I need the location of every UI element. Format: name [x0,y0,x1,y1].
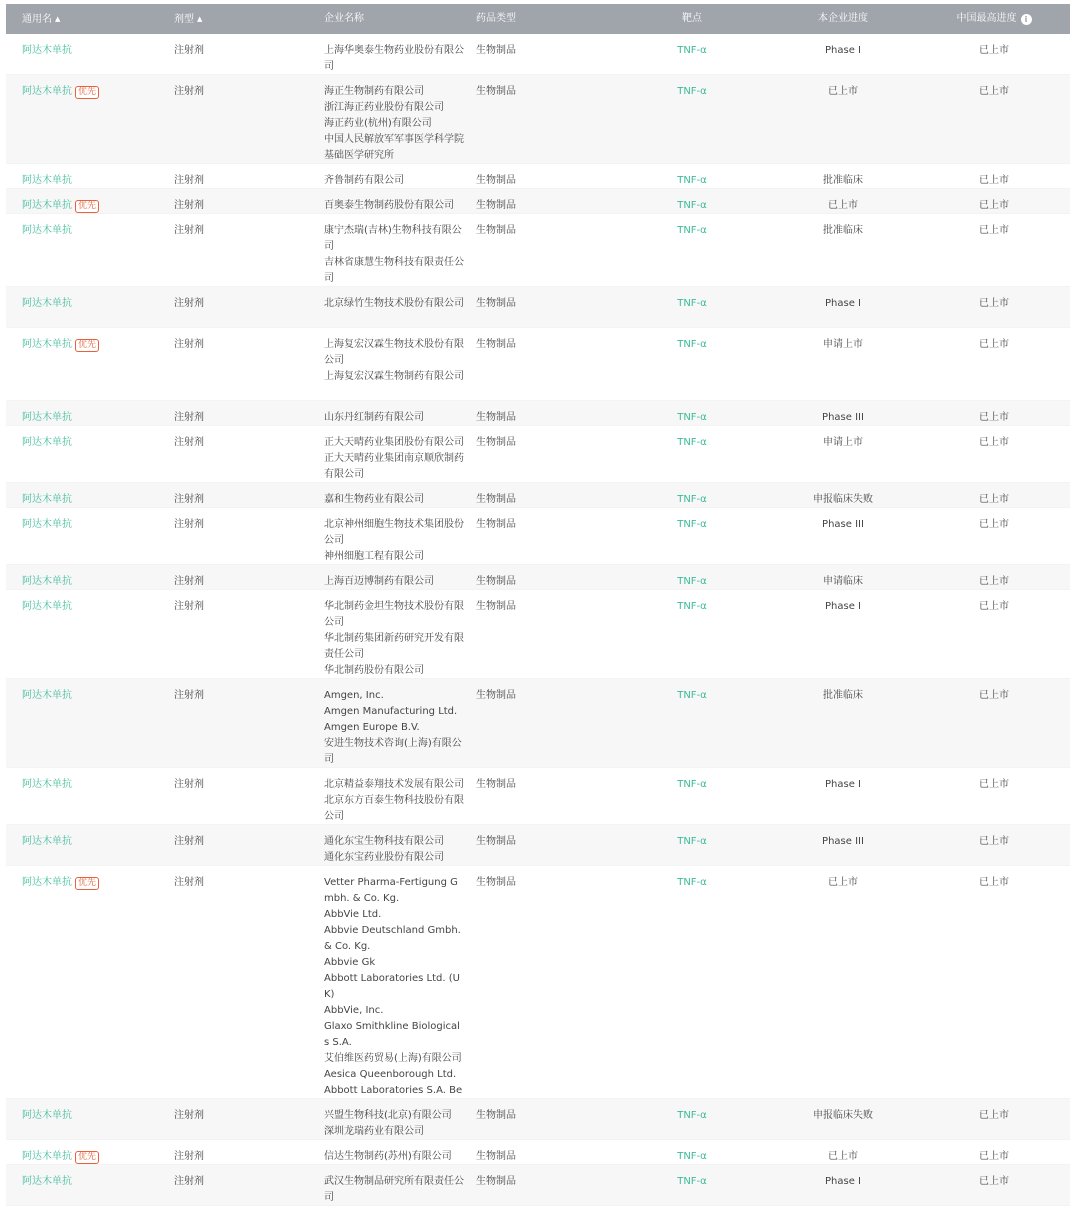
china-progress: 已上市 [979,437,1009,448]
china-progress: 已上市 [979,836,1009,847]
generic-name-text: 阿达木单抗 [22,412,72,423]
company-name[interactable]: 浙江海正药业股份有限公司 [324,102,444,113]
generic-name-text: 阿达木单抗 [22,298,72,309]
table-row [6,866,1070,1099]
company-progress: Phase I [825,779,861,790]
generic-name-link[interactable] [22,574,72,590]
dosage-form: 注射剂 [174,494,204,505]
company-name[interactable]: 艾伯维医药贸易(上海)有限公司 [324,1053,462,1064]
drug-type: 生物制品 [476,601,516,612]
drug-type: 生物制品 [476,200,516,211]
company-progress: 已上市 [828,877,858,888]
generic-name-link[interactable] [22,198,99,214]
target-link[interactable]: TNF-α [677,779,707,790]
target-link[interactable]: TNF-α [677,601,707,612]
generic-name-link[interactable] [22,337,99,353]
priority-badge: 优先 [75,86,99,99]
company-name[interactable]: 上海华奥泰生物药业股份有限公司 [324,45,464,72]
company-list [324,777,464,825]
company-progress: Phase I [825,601,861,612]
generic-name-link[interactable] [22,435,72,451]
company-name[interactable]: Amgen Manufacturing Ltd. [324,706,458,717]
company-name[interactable]: Glaxo Smithkline Biologicals S.A. [324,1021,460,1048]
company-progress: Phase III [822,519,864,530]
generic-name-link[interactable] [22,688,72,704]
table-row [6,214,1070,287]
table-row [6,287,1070,328]
company-name[interactable]: 海正药业(杭州)有限公司 [324,118,432,129]
company-progress: 已上市 [828,200,858,211]
drug-type: 生物制品 [476,45,516,56]
target-link[interactable]: TNF-α [677,1110,707,1121]
drug-type: 生物制品 [476,494,516,505]
company-name[interactable]: 吉林省康慧生物科技有限责任公司 [324,257,464,284]
generic-name-link[interactable] [22,875,99,891]
company-name[interactable]: 齐鲁制药有限公司 [324,175,404,186]
generic-name-text: 阿达木单抗 [22,877,72,888]
company-list [324,492,464,508]
company-name[interactable]: 兴盟生物科技(北京)有限公司 [324,1110,452,1121]
table-body [6,34,1070,1206]
generic-name-link[interactable] [22,1149,99,1165]
company-list [324,173,464,189]
dosage-form: 注射剂 [174,437,204,448]
china-progress: 已上市 [979,690,1009,701]
header-company-progress: 本企业进度 [818,13,868,24]
generic-name-text: 阿达木单抗 [22,225,72,236]
header-china-progress [946,4,1042,34]
dosage-form: 注射剂 [174,601,204,612]
generic-name-text: 阿达木单抗 [22,339,72,350]
company-name[interactable]: 安进生物技术咨询(上海)有限公司 [324,738,462,765]
target-link[interactable]: TNF-α [677,298,707,309]
target-link[interactable]: TNF-α [677,175,707,186]
china-progress: 已上市 [979,339,1009,350]
drug-type: 生物制品 [476,836,516,847]
target-link[interactable]: TNF-α [677,836,707,847]
company-progress: 申请上市 [823,437,863,448]
drug-type: 生物制品 [476,576,516,587]
company-list [324,517,464,565]
drug-type: 生物制品 [476,175,516,186]
company-list [324,296,464,312]
dosage-form: 注射剂 [174,877,204,888]
company-list [324,337,464,385]
company-progress: Phase I [825,298,861,309]
table-row [6,1140,1070,1165]
company-list [324,223,464,287]
china-progress: 已上市 [979,175,1009,186]
china-progress: 已上市 [979,45,1009,56]
company-name[interactable]: 北京精益泰翔技术发展有限公司 [324,779,464,790]
company-name[interactable]: 神州细胞工程有限公司 [324,551,424,562]
drug-type: 生物制品 [476,690,516,701]
table-row [6,768,1070,825]
generic-name-link[interactable] [22,296,72,312]
generic-name-text: 阿达木单抗 [22,175,72,186]
company-list [324,599,464,679]
company-name[interactable]: 华北制药股份有限公司 [324,665,424,676]
dosage-form: 注射剂 [174,412,204,423]
target-link[interactable]: TNF-α [677,437,707,448]
table-header [6,4,1070,34]
china-progress: 已上市 [979,494,1009,505]
company-name[interactable]: Abbvie Gk [324,957,376,968]
company-name[interactable]: 山东丹红制药有限公司 [324,412,424,423]
target-link[interactable]: TNF-α [677,1151,707,1162]
dosage-form: 注射剂 [174,298,204,309]
generic-name-text: 阿达木单抗 [22,494,72,505]
target-link[interactable]: TNF-α [677,339,707,350]
drug-type: 生物制品 [476,437,516,448]
drug-type: 生物制品 [476,519,516,530]
dosage-form: 注射剂 [174,576,204,587]
china-progress: 已上市 [979,1110,1009,1121]
company-list [324,574,464,590]
company-name[interactable]: 通化东宝生物科技有限公司 [324,836,444,847]
drug-type: 生物制品 [476,1110,516,1121]
dosage-form: 注射剂 [174,175,204,186]
dosage-form: 注射剂 [174,690,204,701]
dosage-form: 注射剂 [174,225,204,236]
company-list [324,1149,464,1165]
generic-name-text: 阿达木单抗 [22,45,72,56]
header-china-progress-label: 中国最高进度 [956,13,1017,24]
table-row [6,328,1070,401]
generic-name-link[interactable] [22,43,72,59]
generic-name-text: 阿达木单抗 [22,779,72,790]
header-company-name: 企业名称 [324,13,364,24]
company-name[interactable]: 华北制药金坦生物技术股份有限公司 [324,601,464,628]
china-progress: 已上市 [979,519,1009,530]
target-link[interactable]: TNF-α [677,877,707,888]
drug-type: 生物制品 [476,1176,516,1187]
company-list [324,834,464,866]
company-name[interactable]: Amgen Europe B.V. [324,722,420,733]
drug-type: 生物制品 [476,298,516,309]
header-generic-name[interactable] [22,4,60,34]
table-row [6,590,1070,679]
company-list [324,875,464,1115]
target-link[interactable]: TNF-α [677,200,707,211]
generic-name-link[interactable] [22,517,72,533]
company-list [324,410,464,426]
table-row [6,34,1070,75]
company-name[interactable]: 通化东宝药业股份有限公司 [324,852,444,863]
generic-name-link[interactable] [22,1108,72,1124]
header-dosage-form[interactable] [174,4,202,34]
china-progress: 已上市 [979,1151,1009,1162]
company-list [324,43,464,75]
priority-badge: 优先 [75,1151,99,1164]
company-name[interactable]: 百奥泰生物制药股份有限公司 [324,200,454,211]
drug-type: 生物制品 [476,1151,516,1162]
generic-name-link[interactable] [22,84,99,100]
company-name[interactable]: AbbVie Ltd. [324,909,382,920]
table-row [6,679,1070,768]
generic-name-text: 阿达木单抗 [22,836,72,847]
target-link[interactable]: TNF-α [677,690,707,701]
company-progress: 批准临床 [823,690,863,701]
drug-type: 生物制品 [476,412,516,423]
table-row [6,189,1070,214]
company-name[interactable]: 中国人民解放军军事医学科学院基础医学研究所 [324,134,464,161]
dosage-form: 注射剂 [174,836,204,847]
company-name[interactable]: 上海复宏汉霖生物技术股份有限公司 [324,339,464,366]
generic-name-text: 阿达木单抗 [22,86,72,97]
company-name[interactable]: 信达生物制药(苏州)有限公司 [324,1151,452,1162]
company-progress: Phase I [825,45,861,56]
company-progress: Phase III [822,412,864,423]
china-progress: 已上市 [979,86,1009,97]
target-link[interactable]: TNF-α [677,1176,707,1187]
company-list [324,1108,464,1140]
dosage-form: 注射剂 [174,519,204,530]
company-name[interactable]: Vetter Pharma-Fertigung Gmbh. & Co. Kg. [324,877,458,904]
generic-name-link[interactable] [22,777,72,793]
header-generic-name-label: 通用名 [22,14,52,25]
company-progress: 申报临床失败 [813,494,873,505]
generic-name-link[interactable] [22,1174,72,1190]
company-list [324,688,464,768]
company-name[interactable]: Amgen, Inc. [324,690,384,701]
dosage-form: 注射剂 [174,339,204,350]
generic-name-text: 阿达木单抗 [22,200,72,211]
table-row [6,565,1070,590]
generic-name-text: 阿达木单抗 [22,1151,72,1162]
company-list [324,1174,464,1206]
table-row [6,401,1070,426]
china-progress: 已上市 [979,225,1009,236]
target-link[interactable]: TNF-α [677,576,707,587]
china-progress: 已上市 [979,200,1009,211]
drug-type: 生物制品 [476,877,516,888]
target-link[interactable]: TNF-α [677,494,707,505]
company-name[interactable]: 上海百迈博制药有限公司 [324,576,434,587]
china-progress: 已上市 [979,298,1009,309]
target-link[interactable]: TNF-α [677,86,707,97]
company-name[interactable]: 康宁杰瑞(吉林)生物科技有限公司 [324,225,462,252]
company-progress: 批准临床 [823,175,863,186]
generic-name-link[interactable] [22,834,72,850]
generic-name-link[interactable] [22,599,72,615]
company-progress: Phase I [825,1176,861,1187]
table-row [6,825,1070,866]
drug-table [6,4,1070,1203]
china-progress: 已上市 [979,412,1009,423]
generic-name-link[interactable] [22,173,72,189]
company-progress: Phase III [822,836,864,847]
generic-name-text: 阿达木单抗 [22,601,72,612]
priority-badge: 优先 [75,200,99,213]
dosage-form: 注射剂 [174,86,204,97]
generic-name-link[interactable] [22,492,72,508]
company-name[interactable]: 武汉生物制品研究所有限责任公司 [324,1176,464,1203]
generic-name-text: 阿达木单抗 [22,1110,72,1121]
china-progress: 已上市 [979,877,1009,888]
generic-name-link[interactable] [22,223,72,239]
company-progress: 批准临床 [823,225,863,236]
info-icon[interactable]: i [1021,14,1032,25]
target-link[interactable]: TNF-α [677,519,707,530]
sort-icon[interactable]: ▲ [197,15,203,23]
company-list [324,198,464,214]
company-name[interactable]: AbbVie, Inc. [324,1005,384,1016]
generic-name-text: 阿达木单抗 [22,437,72,448]
dosage-form: 注射剂 [174,200,204,211]
dosage-form: 注射剂 [174,1110,204,1121]
company-name[interactable]: 海正生物制药有限公司 [324,86,424,97]
company-list [324,84,464,164]
header-target: 靶点 [682,13,702,24]
company-progress: 已上市 [828,1151,858,1162]
generic-name-text: 阿达木单抗 [22,519,72,530]
priority-badge: 优先 [75,339,99,352]
china-progress: 已上市 [979,1176,1009,1187]
company-name[interactable]: 北京神州细胞生物技术集团股份公司 [324,519,464,546]
dosage-form: 注射剂 [174,1151,204,1162]
company-name[interactable]: Abbott Laboratories Ltd. (UK) [324,973,460,1000]
company-name[interactable]: Aesica Queenborough Ltd. [324,1069,457,1080]
company-progress: 申请临床 [823,576,863,587]
company-name[interactable]: 嘉和生物药业有限公司 [324,494,424,505]
dosage-form: 注射剂 [174,45,204,56]
company-progress: 申报临床失败 [813,1110,873,1121]
drug-type: 生物制品 [476,225,516,236]
drug-type: 生物制品 [476,339,516,350]
company-progress: 已上市 [828,86,858,97]
drug-type: 生物制品 [476,779,516,790]
company-name[interactable]: 北京东方百泰生物科技股份有限公司 [324,795,464,822]
dosage-form: 注射剂 [174,1176,204,1187]
company-name[interactable]: Abbott Laboratories S.A. Be [324,1085,463,1096]
china-progress: 已上市 [979,576,1009,587]
table-row [6,508,1070,565]
dosage-form: 注射剂 [174,779,204,790]
company-progress: 申请上市 [823,339,863,350]
target-link[interactable]: TNF-α [677,45,707,56]
company-name[interactable]: Abbvie Deutschland Gmbh. & Co. Kg. [324,925,461,952]
table-row [6,1165,1070,1206]
table-row [6,426,1070,483]
generic-name-text: 阿达木单抗 [22,1176,72,1187]
priority-badge: 优先 [75,877,99,890]
generic-name-text: 阿达木单抗 [22,576,72,587]
company-name[interactable]: 上海复宏汉霖生物制药有限公司 [324,371,464,382]
company-name[interactable]: 正大天晴药业集团股份有限公司 [324,437,464,448]
sort-icon[interactable]: ▲ [55,15,61,23]
china-progress: 已上市 [979,779,1009,790]
china-progress: 已上市 [979,601,1009,612]
company-list [324,435,464,483]
company-name[interactable]: 正大天晴药业集团南京顺欣制药有限公司 [324,453,464,480]
target-link[interactable]: TNF-α [677,412,707,423]
table-row [6,164,1070,189]
generic-name-text: 阿达木单抗 [22,690,72,701]
header-drug-type: 药品类型 [476,13,516,24]
header-dosage-form-label: 剂型 [174,14,194,25]
company-name[interactable]: 北京绿竹生物技术股份有限公司 [324,298,464,309]
table-row [6,1099,1070,1140]
company-name[interactable]: 深圳龙瑞药业有限公司 [324,1126,424,1137]
target-link[interactable]: TNF-α [677,225,707,236]
table-row [6,483,1070,508]
generic-name-link[interactable] [22,410,72,426]
drug-type: 生物制品 [476,86,516,97]
company-name[interactable]: 华北制药集团新药研究开发有限责任公司 [324,633,464,660]
table-row [6,75,1070,164]
